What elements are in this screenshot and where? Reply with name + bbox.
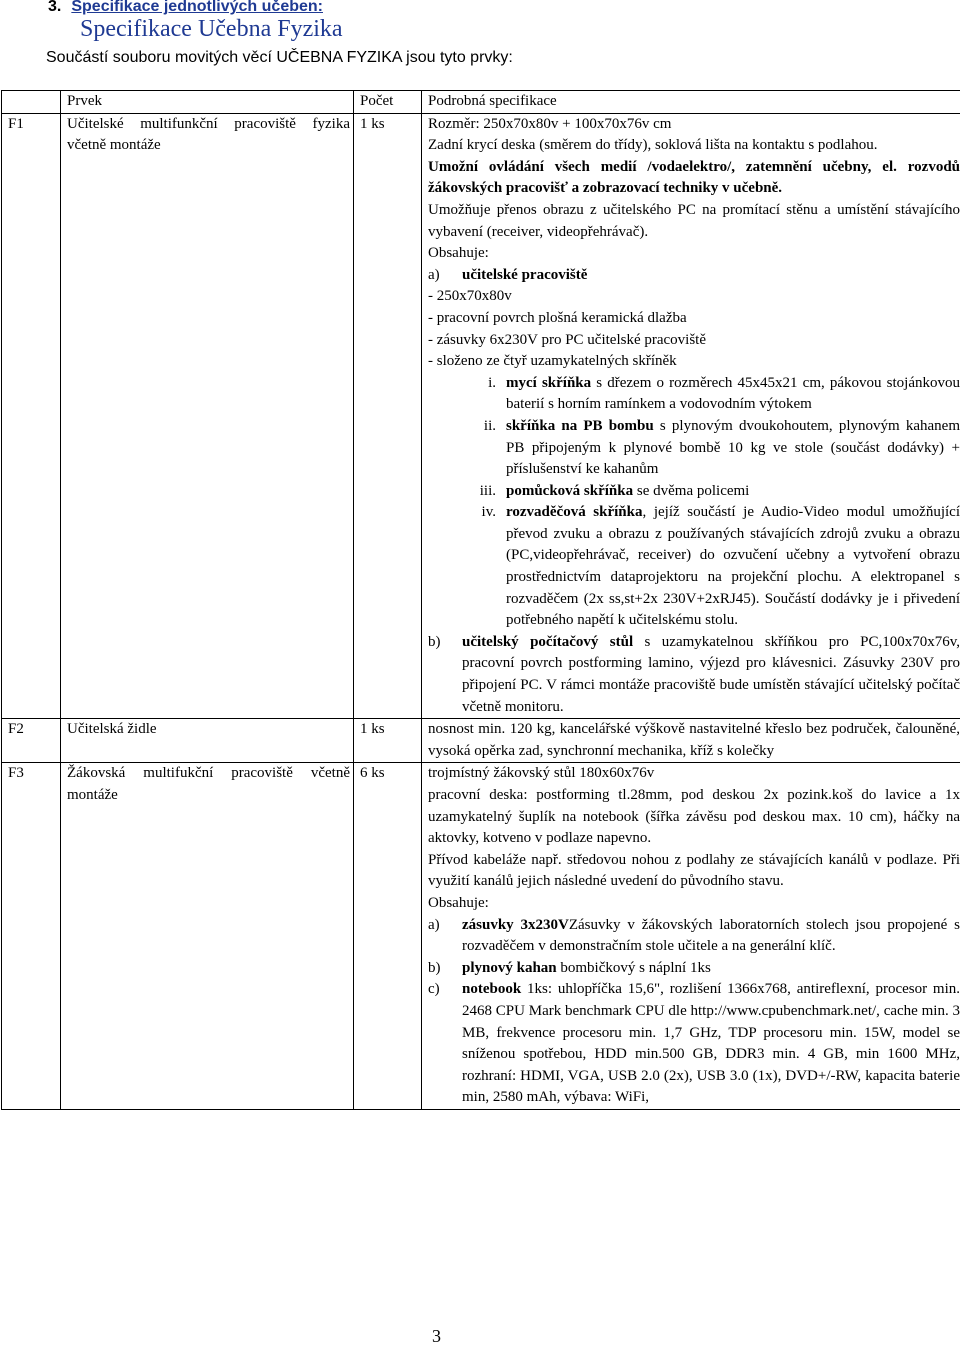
spec-paragraph-bold: Umožní ovládání všech medií /vodaelektro/, zatemnění učebny, el. rozvodů žákovských pracovišť a zobrazovací techniky v učebně. [428,158,960,197]
list-item-title: mycí skříňka [506,374,592,391]
list-item-text: , jejíž součástí je Audio-Video modul umožňující převod zvuku a obrazu z používaných stávajících zdrojů zvuku a obrazu (PC,videopřehrávač, receiver) do ozvučení učebny a vytvoření obrazu prostřednictvím dataprojektoru na projekční plochu. A elektropanel s rozvaděčem (2x ss,st+2x 230V+2xRJ45). Součástí dodávky je i přivedení potřebného napětí k učitelskému stolu. [506,504,960,629]
spec-paragraph: Umožňuje přenos obrazu z učitelského PC na promítací stěnu a umístění stávajícího vybavení (receiver, videopřehrávač). [428,201,960,240]
table-row-f2 [2,719,960,763]
specification-table [1,90,960,1110]
list-item [428,915,960,958]
list-marker: a) [428,916,440,933]
spec-detail: - 250x70x80v [428,288,512,305]
section-number: 3. [48,0,62,15]
contains-label: Obsahuje: [428,894,489,911]
list-item [428,958,960,980]
page-number: 3 [432,1326,441,1346]
list-item-title: rozvaděčová skříňka [506,504,643,521]
row-item-name: Učitelské multifunkční pracoviště fyzika včetně montáže [61,113,354,719]
list-item [428,979,960,1109]
list-marker: b) [428,959,441,976]
header-id [2,91,61,114]
row-spec [422,113,960,719]
row-item-name: Žákovská multifukční pracoviště včetně montáže [61,763,354,1110]
list-item [428,481,960,503]
spec-paragraph: pracovní deska: postforming tl.28mm, pod deskou 2x pozink.koš do lavice a 1x uzamykatelný šuplík na notebook (šířka závěsu pod deskou max. 10 cm), háčky na aktovky, kotveno v podlaze napevno. [428,787,960,847]
list-marker: b) [428,633,441,650]
row-qty: 6 ks [354,763,422,1110]
list-marker: i. [488,374,496,391]
list-item-title: zásuvky 3x230V [462,916,569,933]
list-item [428,632,960,718]
list-item-title: notebook [462,981,522,998]
list-marker: iv. [481,504,496,521]
list-item-text: s dřezem o rozměrech 45x45x21 cm, pákovou stojánkovou baterií s horním ramínkem a vodovodním výtokem [506,374,960,413]
intro-text: Součástí souboru movitých věcí UČEBNA FYZIKA jsou tyto prvky: [46,49,513,66]
spec-paragraph: Přívod kabeláže např. středovou nohou z podlahy ze stávajících kanálů v podlaze. Při využití kanálů jejich následné uvedení do původního stavu. [428,851,960,890]
list-item [428,502,960,632]
spec-dimensions: Rozměr: 250x70x80v + 100x70x76v cm [428,115,672,132]
list-item [428,373,960,416]
list-item-title: učitelský počítačový stůl [462,633,634,650]
list-item-text: bombičkový s náplní 1ks [556,959,711,976]
row-qty: 1 ks [354,719,422,763]
row-spec [422,763,960,1110]
roman-list [428,373,960,632]
spec-paragraph: Zadní krycí deska (směrem do třídy), soklová lišta na kontaktu s podlahou. [428,137,878,154]
row-id: F1 [2,113,61,719]
header-spec: Podrobná specifikace [422,91,960,114]
list-marker: ii. [483,417,496,434]
list-item-title: pomůcková skříňka [506,482,634,499]
list-marker: iii. [479,482,496,499]
list-item [428,416,960,481]
row-id: F3 [2,763,61,1110]
list-item-text: Zásuvky v žákovských laboratorních stolech jsou propojené s rozvaděčem v demonstračním stole učitele a na generální klíč. [462,916,960,955]
row-qty: 1 ks [354,113,422,719]
list-item-title: učitelské pracoviště [462,266,588,283]
page-title: Specifikace Učebna Fyzika [80,16,343,42]
row-spec: nosnost min. 120 kg, kancelářské výškově nastavitelné křeslo bez područek, čalouněné, vysoká opěrka zad, synchronní mechanika, kříž s kolečky [422,719,960,763]
section-title: Specifikace jednotlivých učeben: [71,0,323,15]
list-item-text: se dvěma policemi [633,482,750,499]
list-item-title: plynový kahan [462,959,557,976]
spec-detail: - zásuvky 6x230V pro PC učitelské pracoviště [428,331,707,348]
spec-detail: - složeno ze čtyř uzamykatelných skříněk [428,353,677,370]
row-item-name: Učitelská židle [61,719,354,763]
header-qty: Počet [354,91,422,114]
section-heading [48,0,323,16]
list-item-text: s uzamykatelnou skříňkou pro PC,100x70x76v, pracovní povrch postforming lamino, výjezd pro klávesnici. Zásuvky 230V pro připojení PC. V rámci montáže pracoviště bude umístěn stávající učitelský počítač včetně monitoru. [462,633,960,715]
row-id: F2 [2,719,61,763]
list-marker: a) [428,266,440,283]
list-item-text: s plynovým dvoukohoutem, plynovým kahanem PB připojeným k plynové bombě 10 kg ve stole (součást dodávky) + příslušenství ke kahanům [506,417,960,478]
contains-label: Obsahuje: [428,245,489,262]
spec-paragraph: trojmístný žákovský stůl 180x60x76v [428,765,655,782]
table-row-f3 [2,763,960,1110]
table-row-f1 [2,113,960,719]
list-marker: c) [428,981,440,998]
spec-detail: - pracovní povrch plošná keramická dlažba [428,309,687,326]
table-header-row [2,91,960,114]
list-item [428,265,960,287]
header-item: Prvek [61,91,354,114]
list-item-text: 1ks: uhlopříčka 15,6", rozlišení 1366x768, antireflexní, procesor min. 2468 CPU Mark benchmark CPU dle http://www.cpubenchmark.net/, cache min. 3 MB, frekvence procesoru min. 1,7 GHz, TDP procesoru min. 15W, model se sníženou spotřebou, HDD min.500 GB, DDR3 min. 4 GB, min 1600 MHz, rozhraní: HDMI, VGA, USB 2.0 (2x), USB 3.0 (1x), DVD+/-RW, kapacita baterie min, 2580 mAh, výbava: WiFi, [462,981,960,1106]
list-item-title: skříňka na PB bombu [506,417,654,434]
